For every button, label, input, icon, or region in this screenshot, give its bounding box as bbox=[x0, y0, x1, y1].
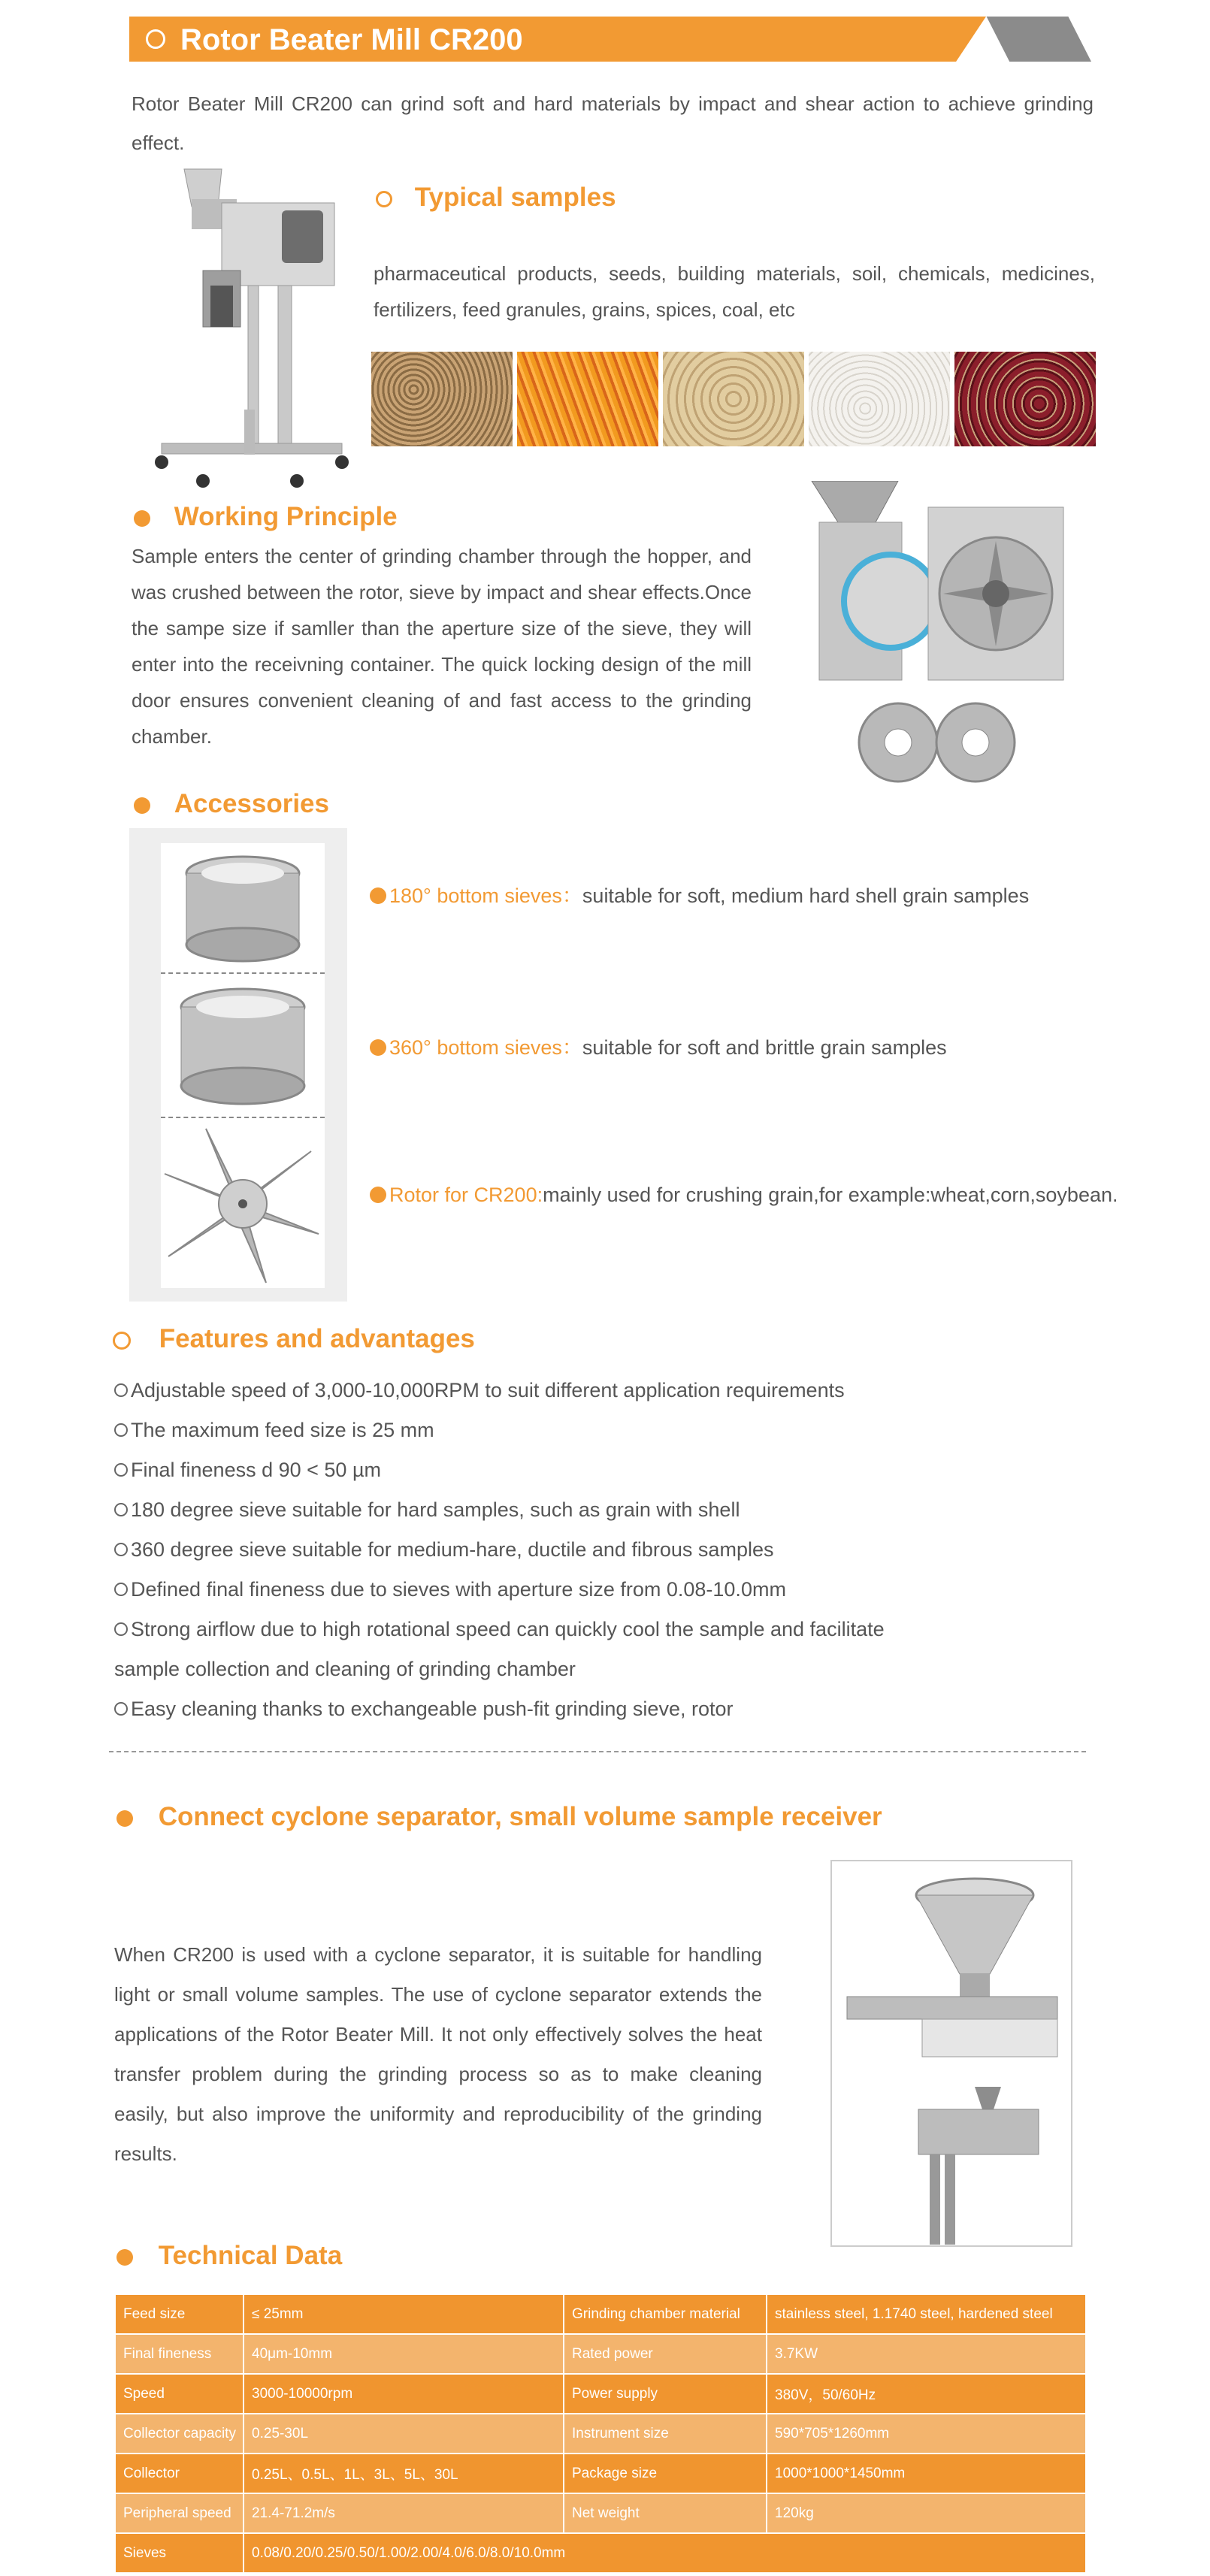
features-title: Features and advantages bbox=[159, 1324, 475, 1353]
dot-icon bbox=[134, 797, 150, 814]
rotor-image bbox=[161, 1121, 325, 1288]
typical-samples-heading bbox=[376, 183, 616, 213]
accessory-item-rotor bbox=[370, 1184, 1118, 1207]
table-row: Feed size ≤ 25mm Grinding chamber material stainless steel, 1.1740 steel, hardened steel bbox=[115, 2294, 1086, 2334]
feature-item: Easy cleaning thanks to exchangeable push-fit grinding sieve, rotor bbox=[114, 1698, 733, 1721]
circle-icon bbox=[114, 1503, 128, 1516]
page-title: Rotor Beater Mill CR200 bbox=[180, 23, 523, 56]
typical-samples-text: pharmaceutical products, seeds, building materials, soil, chemicals, medicines, fertilizers, feed granules, grains, spices, coal, etc bbox=[374, 262, 1095, 321]
circle-icon bbox=[113, 1332, 131, 1350]
circle-icon bbox=[114, 1543, 128, 1556]
feature-item-continued: sample collection and cleaning of grinding chamber bbox=[114, 1658, 576, 1680]
table-row: Speed 3000-10000rpm Power supply 380V，50/60Hz bbox=[115, 2374, 1086, 2414]
technical-data-heading bbox=[116, 2241, 342, 2271]
sample-photo-soybeans bbox=[663, 352, 804, 446]
cyclone-separator-image bbox=[832, 1861, 1071, 2245]
circle-icon bbox=[114, 1622, 128, 1636]
table-row: Final fineness 40μm-10mm Rated power 3.7KW bbox=[115, 2334, 1086, 2374]
feature-item: 180 degree sieve suitable for hard samples, such as grain with shell bbox=[114, 1498, 740, 1522]
cyclone-title: Connect cyclone separator, small volume sample receiver bbox=[158, 1802, 882, 1831]
title-banner bbox=[129, 17, 1091, 62]
technical-data-title: Technical Data bbox=[158, 2241, 343, 2270]
sample-photo-corn bbox=[517, 352, 658, 446]
circle-icon bbox=[376, 191, 392, 207]
working-principle-heading bbox=[134, 502, 398, 532]
feature-item: Final fineness d 90 < 50 µm bbox=[114, 1459, 381, 1482]
circle-icon bbox=[114, 1423, 128, 1437]
technical-data-table bbox=[114, 2293, 1087, 2574]
circle-icon bbox=[114, 1463, 128, 1477]
feature-item: Strong airflow due to high rotational speed can quickly cool the sample and facilitate bbox=[114, 1618, 885, 1641]
typical-samples-title: Typical samples bbox=[414, 183, 616, 212]
grinding-chamber-image bbox=[808, 481, 1067, 684]
circle-icon bbox=[146, 29, 165, 49]
accessory-desc: suitable for soft and brittle grain samples bbox=[582, 1036, 947, 1059]
accessory-desc: mainly used for crushing grain,for example:wheat,corn,soybean. bbox=[543, 1184, 1118, 1206]
cyclone-heading bbox=[116, 1802, 882, 1832]
intro-text: Rotor Beater Mill CR200 can grind soft and hard materials by impact and shear action to achieve grinding effect. bbox=[132, 92, 1094, 154]
circle-icon bbox=[114, 1702, 128, 1716]
sample-photo-red-beans bbox=[954, 352, 1096, 446]
sample-photo-rice bbox=[809, 352, 950, 446]
features-heading bbox=[113, 1324, 475, 1354]
working-principle-title: Working Principle bbox=[174, 502, 398, 531]
circle-icon bbox=[114, 1383, 128, 1397]
circle-icon bbox=[114, 1583, 128, 1596]
cyclone-image-frame bbox=[830, 1860, 1072, 2247]
dot-icon bbox=[370, 887, 386, 904]
title-banner-stripe bbox=[963, 17, 1091, 62]
feature-item: 360 degree sieve suitable for medium-hare, ductile and fibrous samples bbox=[114, 1538, 773, 1562]
table-row: Peripheral speed 21.4-71.2m/s Net weight 120kg bbox=[115, 2493, 1086, 2533]
sieve-360-image bbox=[161, 975, 325, 1118]
table-row: Sieves 0.08/0.20/0.25/0.50/1.00/2.00/4.0/6.0/8.0/10.0mm bbox=[115, 2533, 1086, 2573]
sieve-180-image bbox=[161, 843, 325, 971]
accessory-name: Rotor for CR200: bbox=[389, 1184, 543, 1206]
feature-item: Defined final fineness due to sieves with aperture size from 0.08-10.0mm bbox=[114, 1578, 786, 1601]
table-row: Collector capacity 0.25-30L Instrument size 590*705*1260mm bbox=[115, 2414, 1086, 2454]
table-row: Collector 0.25L、0.5L、1L、3L、5L、30L Package size 1000*1000*1450mm bbox=[115, 2454, 1086, 2493]
cyclone-text: When CR200 is used with a cyclone separator, it is suitable for handling light or small volume samples. The use of cyclone separator extends the applications of the Rotor Beater Mill. It not only effectively solves the heat transfer problem during the grinding process so as to make cleaning easily, but also improve the uniformity and reproducibility of the grinding results. bbox=[114, 1943, 762, 2165]
sieve-discs-image bbox=[857, 691, 1018, 793]
accessory-item-360-sieve bbox=[370, 1031, 947, 1060]
dot-icon bbox=[116, 2249, 133, 2266]
divider bbox=[109, 1751, 1086, 1752]
accessories-heading bbox=[134, 789, 329, 819]
accessory-name: 180° bottom sieves： bbox=[389, 884, 582, 907]
accessory-name: 360° bottom sieves： bbox=[389, 1036, 582, 1059]
accessory-desc: suitable for soft, medium hard shell grain samples bbox=[582, 884, 1030, 907]
dot-icon bbox=[134, 510, 150, 527]
sample-photo-wheat bbox=[371, 352, 513, 446]
accessory-item-180-sieve bbox=[370, 879, 1029, 909]
feature-item: Adjustable speed of 3,000-10,000RPM to suit different application requirements bbox=[114, 1379, 845, 1402]
dot-icon bbox=[370, 1187, 386, 1203]
dot-icon bbox=[370, 1039, 386, 1056]
dot-icon bbox=[116, 1810, 133, 1827]
working-principle-text: Sample enters the center of grinding chamber through the hopper, and was crushed between the rotor, sieve by impact and shear effects.Once the sampe size if samller than the aperture size of the sieve, they will enter into the receivning container. The quick locking design of the mill door ensures convenient cleaning of and fast access to the grinding chamber. bbox=[132, 545, 752, 748]
feature-item: The maximum feed size is 25 mm bbox=[114, 1419, 434, 1442]
mill-machine-image bbox=[139, 162, 357, 492]
accessories-image-panel bbox=[129, 828, 347, 1302]
accessories-title: Accessories bbox=[174, 789, 329, 818]
